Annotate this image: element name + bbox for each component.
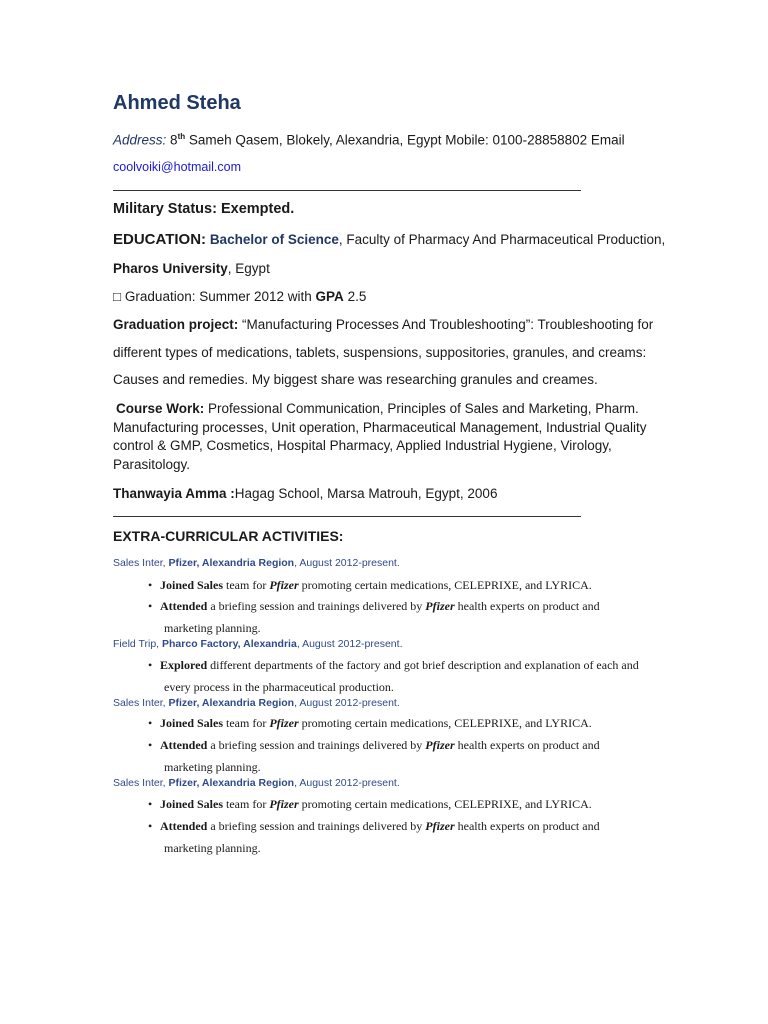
military-status: Military Status: Exempted.: [113, 201, 295, 217]
course-work: [113, 400, 673, 474]
address-number: 8: [170, 132, 178, 148]
bullet-text: health experts on product and: [454, 599, 600, 613]
address-suffix: th: [177, 132, 186, 141]
gpa-label: GPA: [315, 289, 344, 304]
activity-role: Field Trip,: [113, 638, 163, 650]
bullet-text: a briefing session and trainings delivered by: [207, 738, 426, 752]
university: Pharos University: [113, 261, 228, 276]
bullet-bold: Joined Sales: [160, 797, 224, 811]
bullet-text: a briefing session and trainings delivered by: [207, 819, 426, 833]
activity-role: Sales Inter,: [113, 697, 169, 709]
activity-bullet: [160, 738, 600, 753]
activity-header: [113, 557, 400, 569]
project-line-3: Causes and remedies. My biggest share was researching granules and creames.: [113, 372, 598, 387]
candidate-name: Ahmed Steha: [113, 92, 241, 114]
bullet-bold: Attended: [160, 819, 208, 833]
course-text: Professional Communication, Principles of Sales and Marketing, Pharm. Manufacturing processes, Unit operation, Pharmaceutical Management, Industrial Quality control & GMP, Cosmetics, Hospital Pharmacy, Applied Industrial Hygiene, Virology, Parasitology.: [113, 401, 647, 472]
country: , Egypt: [227, 261, 270, 276]
bullet-icon: •: [148, 658, 153, 672]
activity-bullet: [160, 658, 639, 673]
thanawya-line: [113, 486, 497, 501]
address-line: [113, 132, 625, 148]
project-line-2: different types of medications, tablets, suspensions, suppositories, granules, and creams:: [113, 345, 647, 360]
activity-header: [113, 777, 400, 789]
bullet-text: team for: [223, 578, 270, 592]
bullet-text: promoting certain medications, CELEPRIXE, and LYRICA.: [298, 797, 592, 811]
activity-bullet: [160, 599, 600, 614]
box-icon: □: [113, 289, 122, 304]
bullet-bold: Attended: [160, 599, 208, 613]
activity-org: Pharco Factory, Alexandria: [162, 638, 297, 650]
activity-date: , August 2012-present.: [294, 777, 400, 789]
bullet-text: promoting certain medications, CELEPRIXE, and LYRICA.: [298, 716, 592, 730]
activity-bullet: [160, 716, 592, 731]
bullet-continuation: marketing planning.: [164, 621, 261, 635]
project-text-1: “Manufacturing Processes And Troubleshooting”: Troubleshooting for: [242, 317, 654, 332]
gpa-value: 2.5: [347, 289, 367, 304]
activity-bullet: [160, 819, 600, 834]
activity-date: , August 2012-present.: [294, 697, 400, 709]
bullet-text: health experts on product and: [454, 738, 600, 752]
bullet-text: team for: [223, 797, 270, 811]
graduation-text: Graduation: Summer 2012 with: [124, 289, 312, 304]
bullet-icon: •: [148, 738, 153, 752]
thanawya-text: Hagag School, Marsa Matrouh, Egypt, 2006: [234, 486, 498, 501]
activity-date: , August 2012-present.: [296, 638, 403, 650]
bullet-icon: •: [148, 716, 153, 730]
graduation-line: [113, 289, 366, 304]
bullet-bold: Explored: [160, 658, 208, 672]
bullet-icon: •: [148, 797, 153, 811]
bullet-bold: Joined Sales: [160, 578, 224, 592]
bullet-italic: Pfizer: [269, 716, 299, 730]
bullet-italic: Pfizer: [425, 738, 455, 752]
bullet-text: promoting certain medications, CELEPRIXE, and LYRICA.: [298, 578, 592, 592]
education-line: [113, 231, 665, 248]
activity-date: , August 2012-present.: [294, 557, 400, 569]
university-line: [113, 261, 270, 276]
activity-header: [113, 697, 400, 709]
bullet-text: a briefing session and trainings delivered by: [207, 599, 426, 613]
email-link[interactable]: coolvoiki@hotmail.com: [113, 160, 242, 174]
project-label: Graduation project:: [113, 317, 239, 332]
bullet-continuation: marketing planning.: [164, 760, 261, 774]
activity-bullet: [160, 578, 592, 593]
degree: Bachelor of Science: [209, 232, 339, 247]
activity-role: Sales Inter,: [113, 557, 169, 569]
activity-org: Pfizer, Alexandria Region: [168, 777, 295, 789]
activity-header: [113, 638, 402, 650]
bullet-italic: Pfizer: [425, 599, 455, 613]
bullet-bold: Joined Sales: [160, 716, 224, 730]
bullet-text: team for: [223, 716, 270, 730]
bullet-icon: •: [148, 599, 153, 613]
divider: [113, 190, 581, 191]
bullet-text: different departments of the factory and got brief description and explanation of each and: [207, 658, 639, 672]
activity-org: Pfizer, Alexandria Region: [168, 697, 295, 709]
bullet-italic: Pfizer: [269, 797, 299, 811]
bullet-italic: Pfizer: [425, 819, 455, 833]
activity-bullet: [160, 797, 592, 812]
thanawya-label: Thanwayia Amma :: [113, 486, 235, 501]
divider: [113, 516, 581, 517]
education-label: EDUCATION:: [113, 231, 207, 248]
activity-role: Sales Inter,: [113, 777, 169, 789]
bullet-continuation: every process in the pharmaceutical production.: [164, 680, 394, 694]
bullet-icon: •: [148, 578, 153, 592]
bullet-continuation: marketing planning.: [164, 841, 261, 855]
faculty: , Faculty of Pharmacy And Pharmaceutical Production,: [338, 232, 666, 247]
project-line-1: [113, 317, 653, 332]
bullet-icon: •: [148, 819, 153, 833]
bullet-text: health experts on product and: [454, 819, 600, 833]
address-text: Sameh Qasem, Blokely, Alexandria, Egypt Mobile: 0100-28858802 Email: [188, 132, 625, 148]
course-label: Course Work:: [116, 401, 205, 416]
bullet-italic: Pfizer: [269, 578, 299, 592]
address-label: Address:: [113, 132, 167, 148]
activity-org: Pfizer, Alexandria Region: [168, 557, 295, 569]
activities-heading: EXTRA-CURRICULAR ACTIVITIES:: [113, 528, 344, 544]
bullet-bold: Attended: [160, 738, 208, 752]
